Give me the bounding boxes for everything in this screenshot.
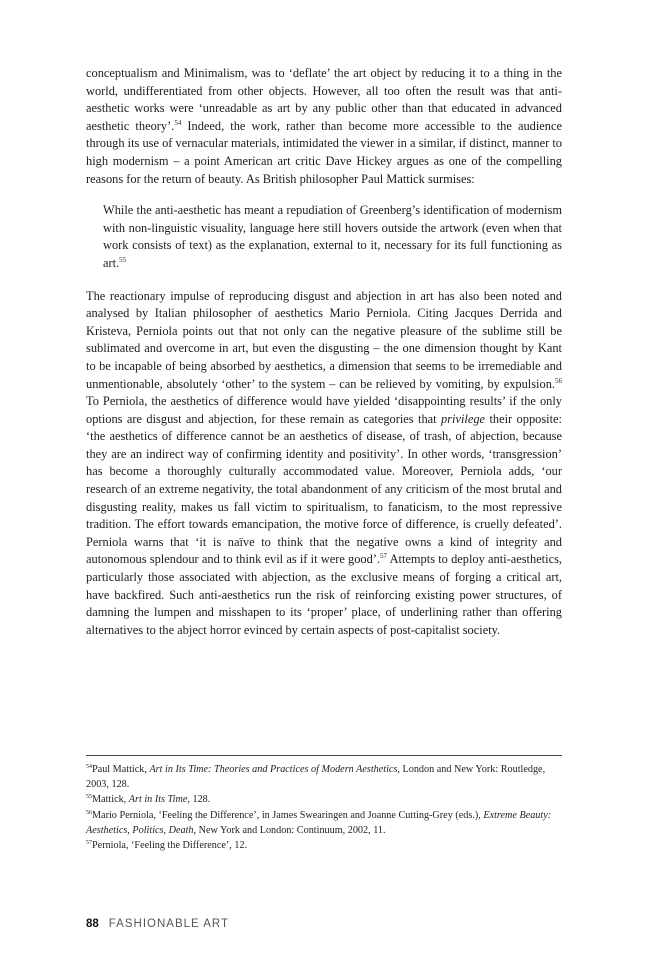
footnote-number: 55	[86, 794, 92, 801]
footnote-text: Paul Mattick,	[92, 764, 150, 775]
paragraph-2	[86, 288, 562, 640]
footnote-text: Mattick,	[92, 794, 129, 806]
footnote-57	[86, 838, 562, 853]
main-text	[86, 65, 562, 639]
footnote-text: , 128.	[187, 794, 211, 806]
block-quote-text: While the anti-aesthetic has meant a repudiation of Greenberg’s identification of modernism with non-linguistic visuality, language here still hovers outside the artwork (even when that work consists of text) as the explanation, external to it, necessary for its full functioning as art.	[103, 203, 562, 270]
footnote-ref-56[interactable]: 56	[555, 376, 562, 385]
footnote-number: 54	[86, 764, 92, 770]
footnote-ref-57[interactable]: 57	[380, 552, 388, 561]
block-quote	[103, 202, 562, 272]
footnote-ref-54[interactable]: 54	[174, 118, 182, 127]
page-footer	[86, 914, 229, 932]
footnote-ref-55[interactable]: 55	[119, 255, 127, 264]
footnote-title: Art in Its Time: Theories and Practices of Modern Aesthetics	[149, 764, 398, 775]
footnote-text: Perniola, ‘Feeling the Difference’, 12.	[92, 840, 248, 852]
paragraph-2-text-d: Attempts to deploy anti-aesthetics, particularly those associated with abjection, as the exclusive means of forging a critical art, have backfired. Such anti-aesthetics run the risk of reinforcing existing power structures, of damning the lumpen and misshapen to its ‘proper’ place, of underlining rather than offering alternatives to the abject horror evinced by certain aspects of post-capitalist society.	[86, 552, 562, 637]
footnote-title: Extreme Beauty: Aesthetics, Politics, Death	[86, 809, 552, 836]
paragraph-2-text-c: their opposite: ‘the aesthetics of difference cannot be an aesthetics of disease, of trash, of abjection, because they are an indirect way of confirming identity and positivity’. In other words, ‘transgression’ has become a thoroughly culturally accommodated value. Moreover, Perniola adds, ‘our research of an extreme negativity, the total abandonment of any criticism of the most brutal and disgusting reality, makes us fall victim to spiritualism, to fanaticism, to the most repressive tradition. The effort towards emancipation, the motive force of difference, is cruelly defeated’. Perniola warns that ‘it is naïve to think that the negative owns a kind of integrity and autonomous splendour and to think evil as if it were good’.	[86, 411, 562, 567]
footnotes	[86, 762, 562, 853]
paragraph-2-text-a: The reactionary impulse of reproducing disgust and abjection in art has also been noted and analysed by Italian philosopher of aesthetics Mario Perniola. Citing Jacques Derrida and Kristeva, Perniola points out that not only can the negative pleasure of the sublime still be sublimated and overcome in art, but even the disgusting – the one dimension thought by Kant to be incapable of being absorbed by aesthetics, a dimension that seems to be irremediable and unmentionable, absolutely ‘other’ to the system – can be relieved by vomiting, by expulsion.	[86, 288, 562, 391]
footnote-title: Art in Its Time	[128, 794, 188, 806]
emphasis-privilege: privilege	[441, 411, 486, 426]
footnote-56	[86, 808, 562, 838]
paragraph-1-text-a: conceptualism and Minimalism, was to ‘deflate’ the art object by reducing it to a thing in the world, undifferentiated from other objects. However, all too often the result was that anti-aesthetic works were ‘unreadable as art by any public other than that educated in advanced aesthetic theory’.	[86, 66, 562, 133]
paragraph-2-text-b: To Perniola, the aesthetics of difference would have yielded ‘disappointing results’ if the only options are disgust and abjection, for these remain as categories that	[86, 394, 562, 426]
footnote-divider	[86, 755, 562, 756]
footnote-54	[86, 762, 562, 792]
running-title: FASHIONABLE ART	[108, 918, 230, 930]
paragraph-1	[86, 65, 562, 188]
footnote-number: 57	[86, 840, 92, 847]
paragraph-1-text-b: Indeed, the work, rather than become more accessible to the audience through its use of vernacular materials, intimidated the viewer in a similar, if distinct, manner to high modernism – a point American art critic Dave Hickey argues as one of the compelling reasons for the return of beauty. As British philosopher Paul Mattick surmises:	[86, 118, 562, 186]
footnote-text: , London and New York: Routledge, 2003, 128.	[86, 764, 546, 791]
page-number: 88	[86, 918, 99, 930]
footnote-text: , New York and London: Continuum, 2002, 11.	[193, 824, 386, 836]
footnote-text: Mario Perniola, ‘Feeling the Difference’, in James Swearingen and Joanne Cutting-Grey (eds.),	[92, 809, 484, 821]
footnote-55	[86, 792, 562, 807]
footnote-number: 56	[86, 809, 92, 816]
